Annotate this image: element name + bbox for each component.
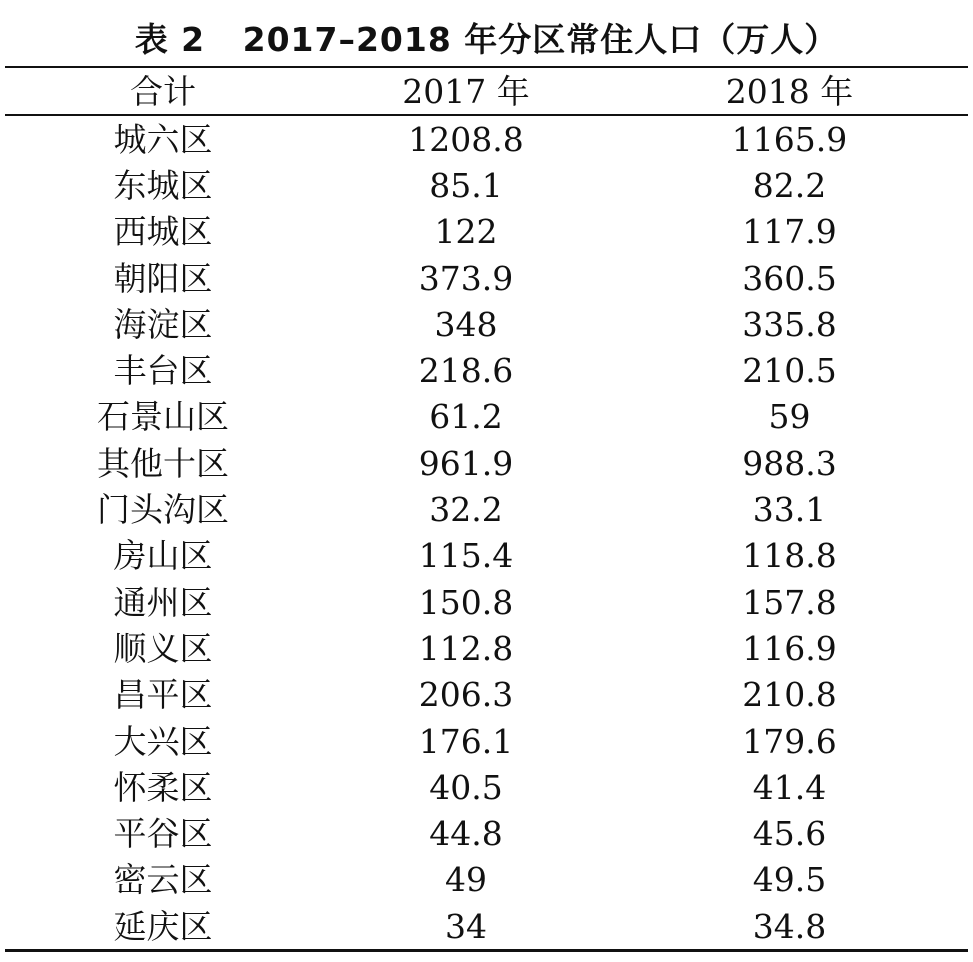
header-total: 合计 (130, 71, 196, 111)
value-2018-cell: 117.9 (742, 212, 837, 252)
district-cell: 昌平区 (113, 675, 213, 715)
district-cell: 密云区 (113, 860, 213, 900)
table-row (5, 625, 968, 671)
header-2018: 2018 年 (725, 71, 854, 111)
district-cell: 其他十区 (97, 443, 229, 483)
value-2018-cell: 179.6 (742, 721, 837, 761)
table-row (5, 209, 968, 255)
value-2018-cell: 34.8 (752, 906, 827, 946)
value-2018-cell: 118.8 (742, 536, 837, 576)
value-2018-cell: 41.4 (752, 767, 827, 807)
district-cell: 丰台区 (113, 351, 213, 391)
district-cell: 顺义区 (113, 628, 213, 668)
district-cell: 门头沟区 (97, 490, 229, 530)
table-row (5, 486, 968, 532)
value-2018-cell: 49.5 (752, 860, 827, 900)
district-cell: 东城区 (113, 165, 213, 205)
district-cell: 大兴区 (113, 721, 213, 761)
table-row (5, 857, 968, 903)
value-2017-cell: 218.6 (418, 351, 514, 391)
value-2017-cell: 32.2 (429, 490, 503, 530)
district-cell: 怀柔区 (113, 767, 213, 807)
value-2018-cell: 45.6 (752, 814, 827, 854)
value-2017-cell: 115.4 (418, 536, 514, 576)
value-2018-cell: 335.8 (742, 304, 837, 344)
value-2017-cell: 112.8 (418, 628, 514, 668)
value-2017-cell: 206.3 (418, 675, 514, 715)
district-cell: 延庆区 (113, 906, 213, 946)
value-2017-cell: 34 (445, 906, 487, 946)
value-2018-cell: 116.9 (742, 628, 837, 668)
population-table (5, 66, 968, 952)
district-cell: 海淀区 (113, 304, 213, 344)
value-2017-cell: 49 (445, 860, 487, 900)
table-row (5, 764, 968, 810)
district-cell: 平谷区 (113, 814, 213, 854)
value-2017-cell: 61.2 (429, 397, 503, 437)
value-2017-cell: 85.1 (429, 165, 503, 205)
table-row (5, 533, 968, 579)
value-2017-cell: 348 (434, 304, 498, 344)
district-cell: 朝阳区 (113, 258, 213, 298)
value-2017-cell: 961.9 (418, 443, 514, 483)
table-row (5, 162, 968, 208)
table-caption: 表 2 2017–2018 年分区常住人口（万人） (134, 19, 839, 59)
district-cell: 通州区 (113, 582, 213, 622)
district-cell: 房山区 (113, 536, 213, 576)
value-2017-cell: 44.8 (429, 814, 503, 854)
district-cell: 西城区 (113, 212, 213, 252)
header-2017: 2017 年 (402, 71, 530, 111)
table-header-row (5, 68, 968, 114)
table-row (5, 810, 968, 856)
value-2017-cell: 1208.8 (408, 119, 524, 159)
value-2018-cell: 82.2 (752, 165, 827, 205)
value-2018-cell: 33.1 (752, 490, 827, 530)
table-row (5, 347, 968, 393)
table-row (5, 903, 968, 949)
value-2017-cell: 176.1 (418, 721, 514, 761)
value-2018-cell: 988.3 (742, 443, 837, 483)
table-row (5, 394, 968, 440)
value-2017-cell: 150.8 (418, 582, 514, 622)
value-2018-cell: 157.8 (742, 582, 837, 622)
value-2018-cell: 210.8 (742, 675, 837, 715)
value-2018-cell: 1165.9 (731, 119, 848, 159)
value-2017-cell: 40.5 (429, 767, 503, 807)
value-2018-cell: 360.5 (742, 258, 837, 298)
table-row (5, 301, 968, 347)
value-2018-cell: 59 (768, 397, 811, 437)
district-cell: 石景山区 (97, 397, 229, 437)
value-2017-cell: 373.9 (418, 258, 514, 298)
value-2017-cell: 122 (434, 212, 498, 252)
table-row (5, 255, 968, 301)
table-row (5, 579, 968, 625)
table-row (5, 672, 968, 718)
table-row (5, 440, 968, 486)
table-bottom-rule (5, 949, 968, 952)
table-row (5, 116, 968, 162)
table-row (5, 718, 968, 764)
district-cell: 城六区 (113, 119, 213, 159)
table-body (5, 116, 968, 949)
value-2018-cell: 210.5 (742, 351, 837, 391)
